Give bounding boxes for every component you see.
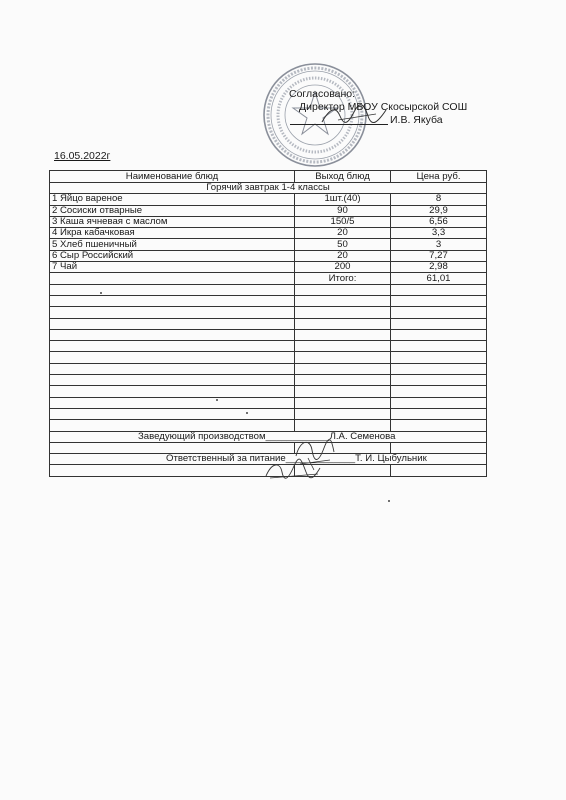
scan-speck xyxy=(388,500,390,502)
dish-price: 6,56 xyxy=(391,216,487,227)
head-label: Заведующий производством xyxy=(138,431,266,442)
dish-name: 1 Яйцо вареное xyxy=(50,194,295,205)
dish-price: 2,98 xyxy=(391,262,487,273)
scan-speck xyxy=(246,412,248,414)
empty-row xyxy=(50,375,487,386)
section-row xyxy=(50,183,487,194)
empty-row xyxy=(50,318,487,329)
dish-output: 50 xyxy=(295,239,391,250)
empty-row xyxy=(50,442,487,453)
header-price: Цена руб. xyxy=(391,171,487,183)
empty-row xyxy=(50,420,487,431)
empty-row xyxy=(50,352,487,363)
dish-output: 1шт.(40) xyxy=(295,194,391,205)
empty-row xyxy=(50,386,487,397)
empty-cell xyxy=(50,273,295,284)
signature-row-head xyxy=(50,431,487,442)
approval-position: Директор МБОУ Скосырской СОШ xyxy=(299,101,468,113)
dish-price: 29,9 xyxy=(391,205,487,216)
approval-name: И.В. Якуба xyxy=(390,114,443,126)
header-dish: Наименование блюд xyxy=(50,171,295,183)
table-row xyxy=(50,216,487,227)
dish-price: 7,27 xyxy=(391,250,487,261)
table-row xyxy=(50,205,487,216)
responsible-signature xyxy=(262,458,324,484)
dish-name: 7 Чай xyxy=(50,262,295,273)
dish-output: 20 xyxy=(295,250,391,261)
header-output: Выход блюд xyxy=(295,171,391,183)
empty-row xyxy=(50,295,487,306)
dish-name: 4 Икра кабачковая xyxy=(50,228,295,239)
table-row xyxy=(50,228,487,239)
empty-row xyxy=(50,284,487,295)
empty-row xyxy=(50,363,487,374)
signature-line xyxy=(290,124,388,125)
empty-row xyxy=(50,307,487,318)
scan-speck xyxy=(100,292,102,294)
table-row xyxy=(50,239,487,250)
dish-price: 3 xyxy=(391,239,487,250)
dish-name: 2 Сосиски отварные xyxy=(50,205,295,216)
dish-price: 3,3 xyxy=(391,228,487,239)
dish-name: 5 Хлеб пшеничный xyxy=(50,239,295,250)
dish-output: 90 xyxy=(295,205,391,216)
dish-price: 8 xyxy=(391,194,487,205)
dish-name: 3 Каша ячневая с маслом xyxy=(50,216,295,227)
dish-output: 20 xyxy=(295,228,391,239)
head-name: Л.А. Семенова xyxy=(329,431,396,442)
responsible-name: Т. И. Цыбульник xyxy=(355,453,427,465)
scan-speck xyxy=(216,399,218,401)
empty-row xyxy=(50,408,487,419)
menu-table xyxy=(49,170,487,477)
dish-name: 6 Сыр Российский xyxy=(50,250,295,261)
empty-row xyxy=(50,397,487,408)
total-value: 61,01 xyxy=(391,273,487,284)
table-row xyxy=(50,250,487,261)
total-row xyxy=(50,273,487,284)
dish-output: 150/5 xyxy=(295,216,391,227)
responsible-label: Ответственный за питание xyxy=(166,453,286,465)
responsible-signature-line: _____________ xyxy=(285,453,356,465)
empty-row xyxy=(50,329,487,340)
total-label: Итого: xyxy=(295,273,391,284)
table-row xyxy=(50,262,487,273)
dish-output: 200 xyxy=(295,262,391,273)
table-header-row xyxy=(50,171,487,183)
table-row xyxy=(50,194,487,205)
section-title: Горячий завтрак 1-4 классы xyxy=(50,183,487,194)
document-date: 16.05.2022г xyxy=(54,150,111,162)
empty-row xyxy=(50,341,487,352)
head-signature-line: ____________ xyxy=(265,431,330,442)
approval-title: Согласовано: xyxy=(289,88,356,100)
